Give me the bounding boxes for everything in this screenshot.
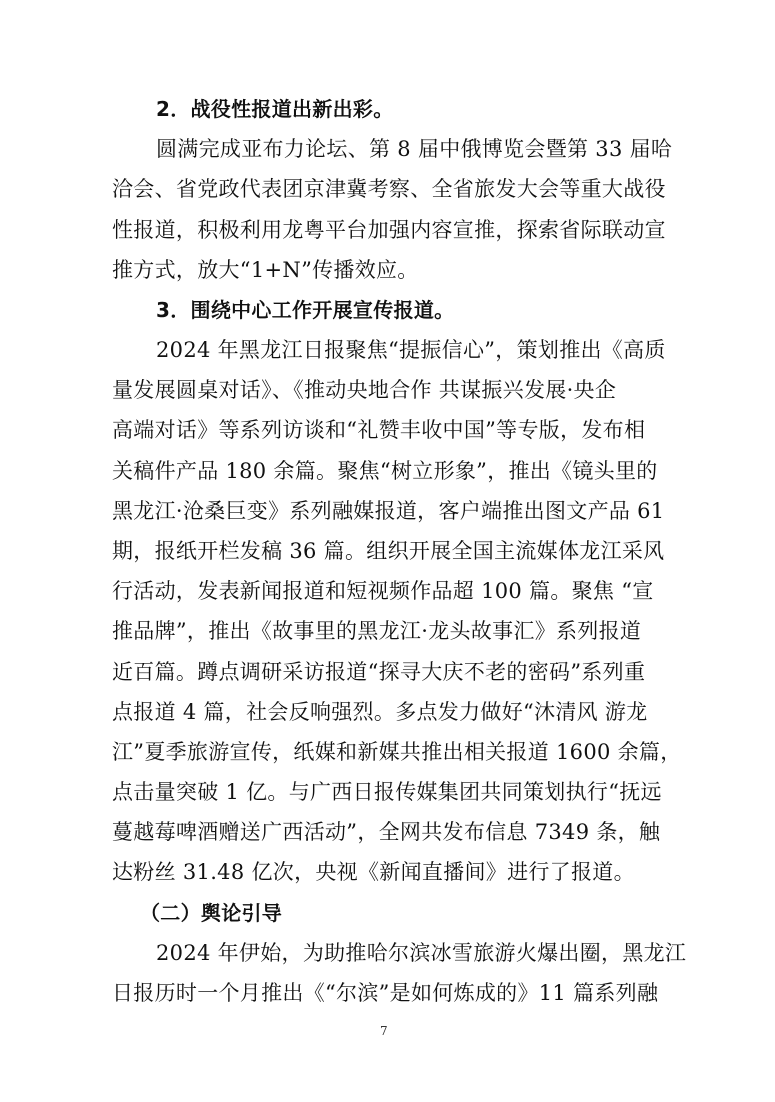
paragraph-line: 江”夏季旅游宣传，纸媒和新媒共推出相关报道 1600 余篇，	[112, 740, 682, 764]
paragraph-line: 关稿件产品 180 余篇。聚焦“树立形象”，推出《镜头里的	[112, 459, 658, 483]
heading-central-work: 3．围绕中心工作开展宣传报道。	[156, 298, 455, 322]
paragraph-line: 点击量突破 1 亿。与广西日报传媒集团共同策划执行“抚远	[112, 780, 662, 804]
paragraph-line: 洽会、省党政代表团京津冀考察、全省旅发大会等重大战役	[112, 177, 666, 201]
paragraph-line: 性报道，积极利用龙粤平台加强内容宣推，探索省际联动宣	[112, 218, 666, 242]
page-number: 7	[380, 1024, 388, 1038]
paragraph-line: 量发展圆桌对话》、《推动央地合作 共谋振兴发展·央企	[112, 378, 617, 402]
paragraph-line: 蔓越莓啤酒赠送广西活动”，全网共发布信息 7349 条，触	[112, 820, 661, 844]
paragraph-line: 日报历时一个月推出《“尔滨”是如何炼成的》11 篇系列融	[112, 981, 659, 1005]
paragraph-line: 期，报纸开栏发稿 36 篇。组织开展全国主流媒体龙江采风	[112, 539, 665, 563]
section-heading-public-opinion: （二）舆论引导	[140, 901, 283, 925]
paragraph-line: 推方式，放大“1+N”传播效应。	[112, 258, 419, 282]
paragraph-line: 推品牌”，推出《故事里的黑龙江·龙头故事汇》系列报道	[112, 619, 642, 643]
paragraph-line: 达粉丝 31.48 亿次，央视《新闻直播间》进行了报道。	[112, 860, 635, 884]
paragraph-line: 行活动，发表新闻报道和短视频作品超 100 篇。聚焦 “宣	[112, 579, 654, 603]
paragraph-line: 2024 年伊始，为助推哈尔滨冰雪旅游火爆出圈，黑龙江	[156, 941, 687, 965]
paragraph-line: 高端对话》等系列访谈和“礼赞丰收中国”等专版，发布相	[112, 418, 646, 442]
paragraph-line: 圆满完成亚布力论坛、第 8 届中俄博览会暨第 33 届哈	[156, 137, 673, 161]
paragraph-line: 近百篇。蹲点调研采访报道“探寻大庆不老的密码”系列重	[112, 660, 646, 684]
heading-campaign-reporting: 2．战役性报道出新出彩。	[156, 97, 394, 121]
paragraph-line: 黑龙江·沧桑巨变》系列融媒报道，客户端推出图文产品 61	[112, 499, 665, 523]
paragraph-line: 2024 年黑龙江日报聚焦“提振信心”，策划推出《高质	[156, 338, 666, 362]
paragraph-line: 点报道 4 篇，社会反响强烈。多点发力做好“沐清风 游龙	[112, 700, 648, 724]
